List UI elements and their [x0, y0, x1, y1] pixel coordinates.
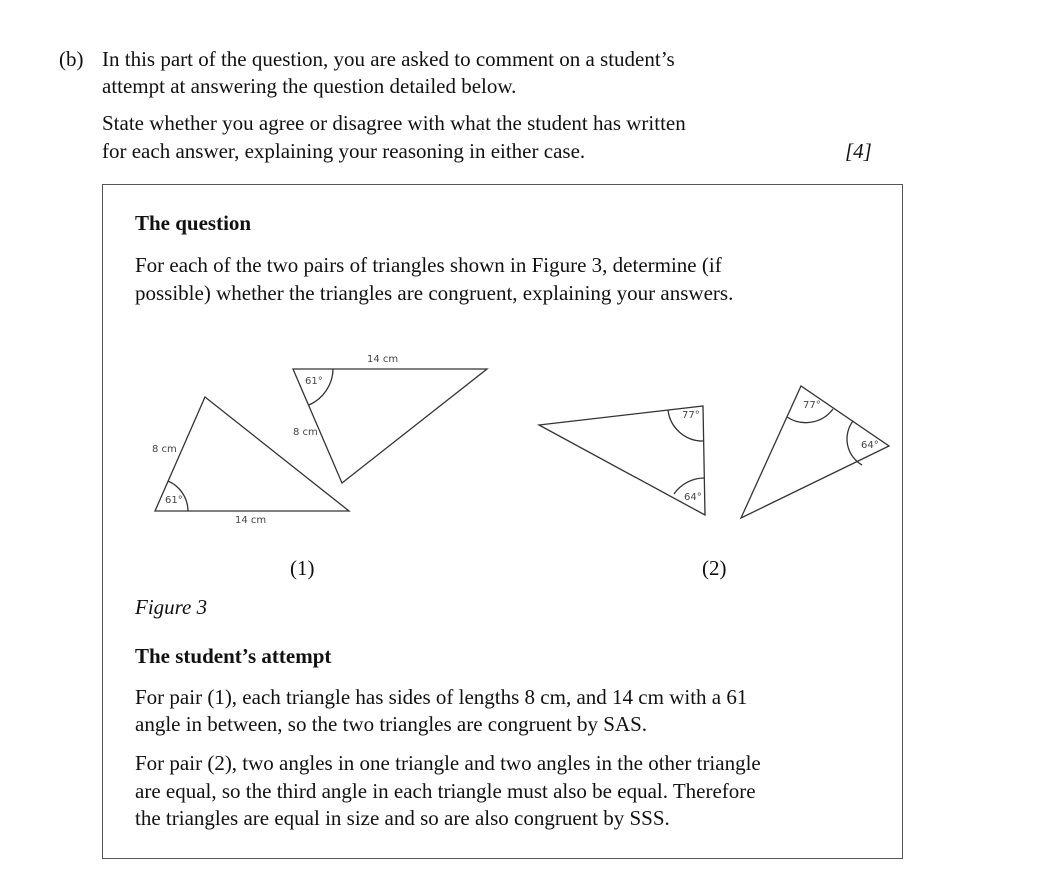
instruction-line-2: for each answer, explaining your reasoning in either case.: [102, 139, 586, 163]
pair1-triangle-b-angle-arc: [309, 369, 333, 405]
pair1-a-base-label: 14 cm: [235, 515, 267, 526]
question-line-2: possible) whether the triangles are congruent, explaining your answers.: [135, 281, 734, 305]
pair2-c-bottom-angle-label: 64°: [684, 492, 702, 503]
pair2-d-right-angle-label: 64°: [861, 440, 879, 451]
pair2-d-top-angle-label: 77°: [803, 400, 821, 411]
marks: [4]: [845, 139, 872, 163]
pair2-triangle-c: [539, 406, 705, 515]
pair1-a-side-label: 8 cm: [152, 444, 177, 455]
pair1-b-angle-label: 61°: [305, 376, 323, 387]
question-line-1: For each of the two pairs of triangles shown in Figure 3, determine (if: [135, 253, 722, 277]
pair1-a-angle-label: 61°: [165, 495, 183, 506]
pair2-triangle-d-right-arc: [847, 421, 862, 465]
pair1-triangle-a: [155, 397, 349, 511]
pair1-b-top-label: 14 cm: [367, 354, 399, 365]
part-label: (b): [59, 47, 84, 71]
intro-line-2: attempt at answering the question detailed below.: [102, 74, 517, 98]
figure-caption: Figure 3: [135, 595, 208, 619]
attempt-p2-line-2: are equal, so the third angle in each triangle must also be equal. Therefore: [135, 779, 756, 803]
pair1-b-side-label: 8 cm: [293, 427, 318, 438]
attempt-heading: The student’s attempt: [135, 644, 332, 668]
pair2-c-top-angle-label: 77°: [682, 410, 700, 421]
intro-line-1: In this part of the question, you are asked to comment on a student’s: [102, 47, 675, 71]
question-heading: The question: [135, 211, 252, 235]
attempt-p1-line-2: angle in between, so the two triangles are congruent by SAS.: [135, 712, 648, 736]
attempt-p2-line-1: For pair (2), two angles in one triangle and two angles in the other triangle: [135, 751, 761, 775]
instruction-line-1: State whether you agree or disagree with what the student has written: [102, 111, 686, 135]
pair-2-label: (2): [702, 556, 727, 580]
pair2-triangle-d-top-arc: [787, 409, 833, 423]
pair-1-label: (1): [290, 556, 315, 580]
attempt-p1-line-1: For pair (1), each triangle has sides of lengths 8 cm, and 14 cm with a 61: [135, 685, 748, 709]
attempt-p2-line-3: the triangles are equal in size and so are also congruent by SSS.: [135, 806, 670, 830]
